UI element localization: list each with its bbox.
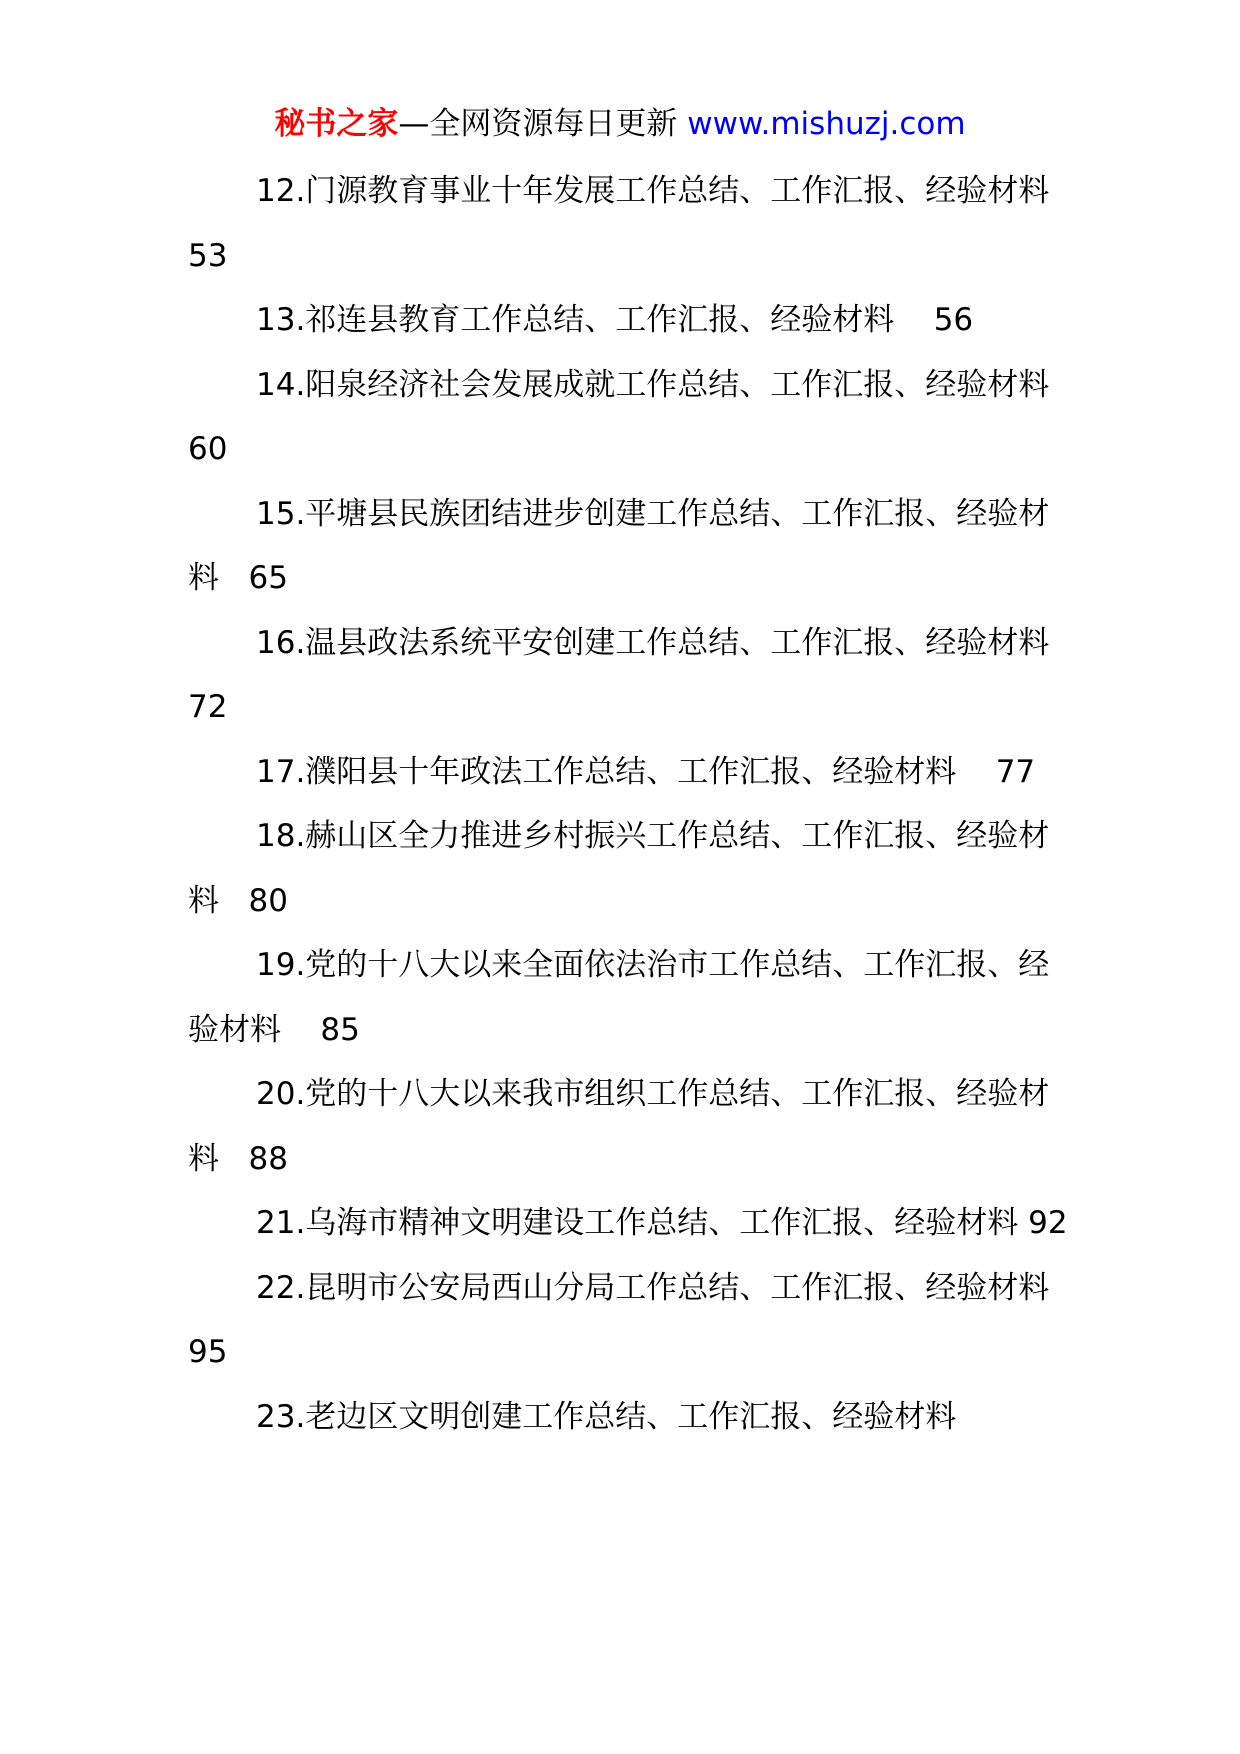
table-of-contents <box>188 159 1068 1449</box>
toc-entry-22: 22.昆明市公安局西山分局工作总结、工作汇报、经验材料 95 <box>188 1269 1070 1370</box>
toc-entry-15: 15.平塘县民族团结进步创建工作总结、工作汇报、经验材料 65 <box>188 495 1050 596</box>
toc-entry-12: 12.门源教育事业十年发展工作总结、工作汇报、经验材料 53 <box>188 173 1070 274</box>
site-url-link[interactable]: www.mishuzj.com <box>687 106 966 142</box>
site-brand: 秘书之家 <box>274 106 399 142</box>
site-tagline: —全网资源每日更新 <box>398 106 678 142</box>
toc-entry-20: 20.党的十八大以来我市组织工作总结、工作汇报、经验材料 88 <box>188 1076 1050 1177</box>
toc-entry-17: 17.濮阳县十年政法工作总结、工作汇报、经验材料 77 <box>256 753 1036 790</box>
toc-entry-23: 23.老边区文明创建工作总结、工作汇报、经验材料 <box>256 1398 957 1435</box>
toc-entry-21: 21.乌海市精神文明建设工作总结、工作汇报、经验材料 92 <box>256 1205 1068 1241</box>
toc-entry-18: 18.赫山区全力推进乡村振兴工作总结、工作汇报、经验材料 80 <box>188 818 1050 919</box>
toc-entry-16: 16.温县政法系统平安创建工作总结、工作汇报、经验材料 72 <box>188 624 1070 725</box>
page-header <box>0 102 1240 146</box>
toc-entry-14: 14.阳泉经济社会发展成就工作总结、工作汇报、经验材料 60 <box>188 366 1070 467</box>
toc-entry-13: 13.祁连县教育工作总结、工作汇报、经验材料 56 <box>256 302 974 338</box>
toc-entry-19: 19.党的十八大以来全面依法治市工作总结、工作汇报、经验材料 85 <box>188 947 1050 1048</box>
